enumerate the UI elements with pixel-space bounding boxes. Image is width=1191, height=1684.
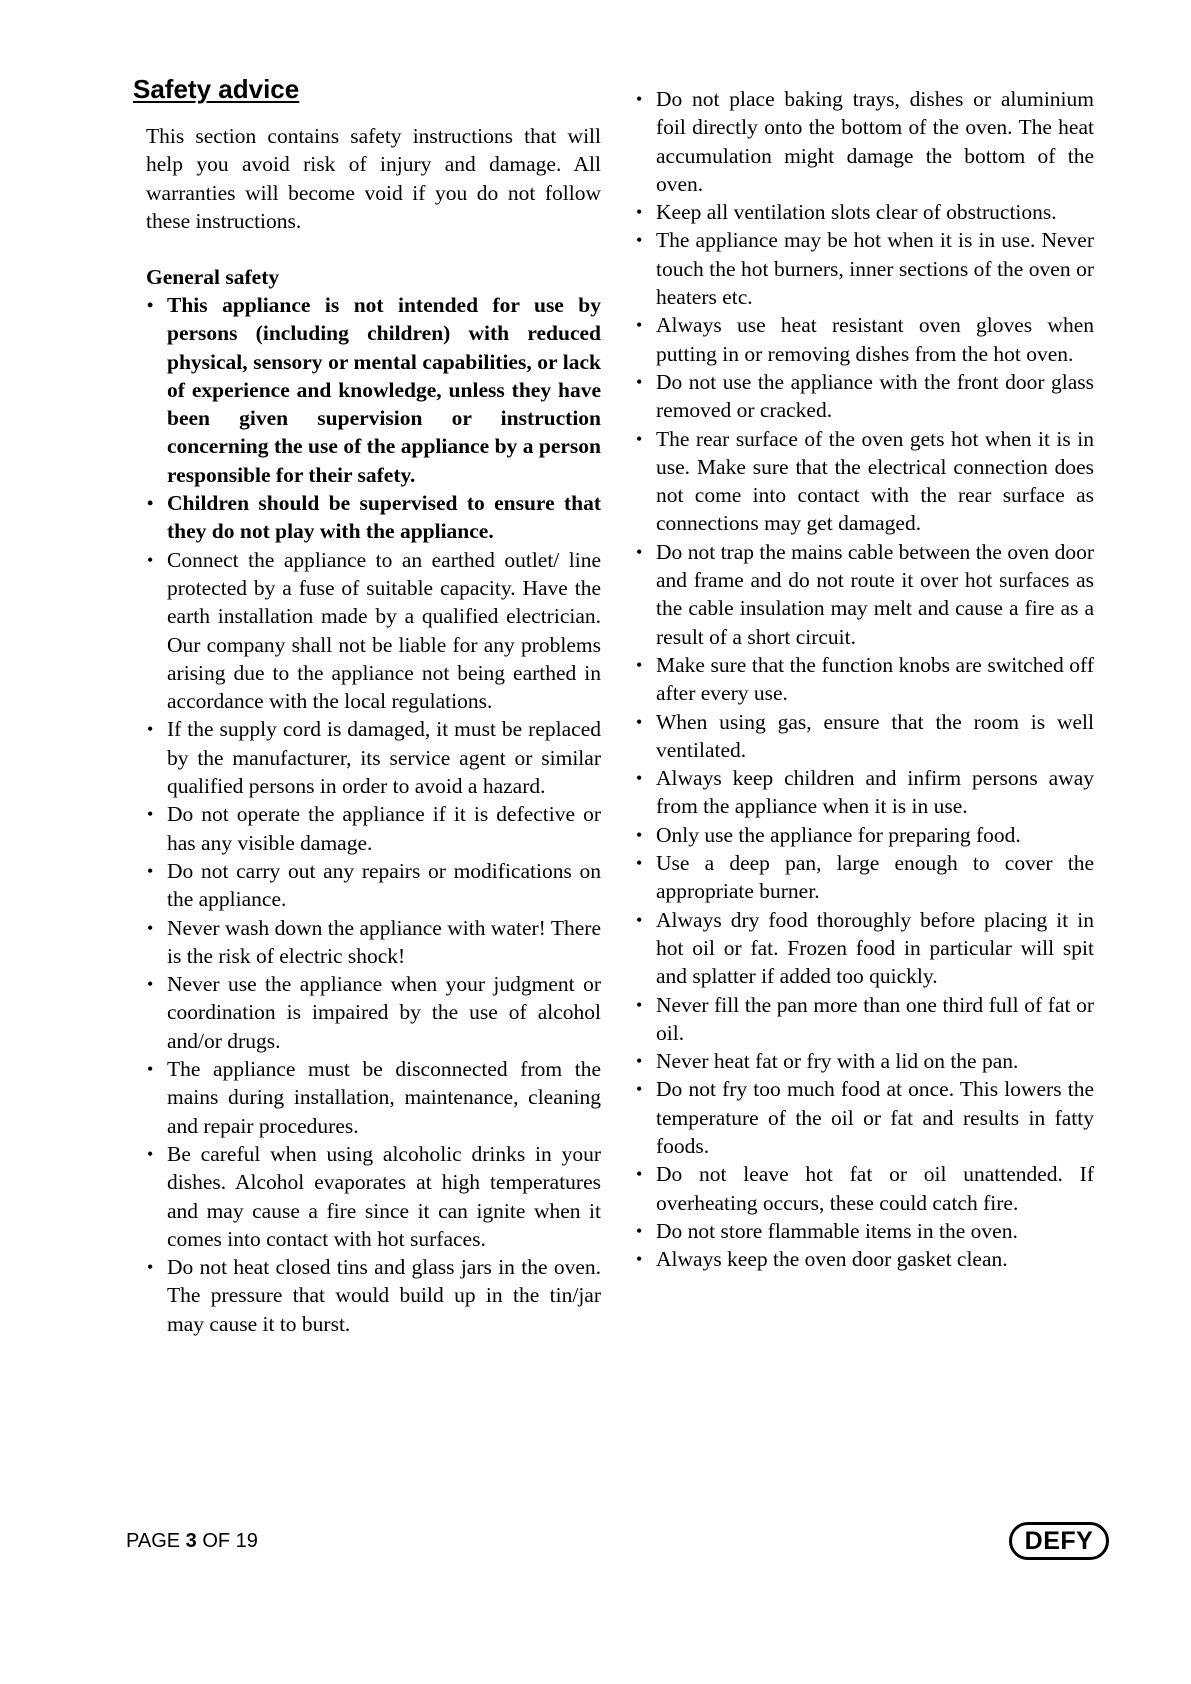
page-suffix: OF 19 [202,1530,258,1552]
page-title: Safety advice [133,74,300,104]
list-item [635,1047,1094,1075]
list-item-text: Never fill the pan more than one third full of fat or oil. [656,992,1094,1045]
list-item [635,821,1094,849]
bullet-icon: • [636,428,643,449]
bullet-icon: • [636,1249,643,1270]
brand-logo [1009,1522,1109,1560]
page-current: 3 [185,1530,197,1552]
list-item [635,425,1094,538]
bullet-icon: • [147,1059,154,1080]
list-item-text: Make sure that the function knobs are switched off after every use. [656,652,1094,706]
list-item [146,489,601,546]
bullet-icon: • [636,1079,643,1100]
list-item-text: The appliance may be hot when it is in use. Never touch the hot burners, inner sections of the oven or heaters etc. [656,228,1094,310]
bullet-icon: • [636,541,643,562]
list-item [146,546,601,716]
section-subheading: General safety [146,265,280,289]
list-item [635,1075,1094,1160]
bullet-icon: • [147,804,154,825]
bullet-icon: • [147,719,154,740]
list-item-text: Do not leave hot fat or oil unattended. If overheating occurs, these could catch fire. [656,1162,1094,1215]
bullet-icon: • [147,493,154,514]
list-item-text: Always dry food thoroughly before placing it in hot oil or fat. Frozen food in particular will spit and splatter if added too quickly. [656,907,1094,989]
list-item [635,538,1094,651]
bullet-icon: • [147,974,154,995]
list-item [146,1253,601,1338]
bullet-icon: • [636,230,643,251]
list-item-text: Do not trap the mains cable between the oven door and frame and do not route it over hot surfaces as the cable insulation may melt and cause a fire as a result of a short circuit. [656,539,1094,649]
bullet-icon: • [147,1257,154,1278]
list-item-text: When using gas, ensure that the room is well ventilated. [656,709,1094,762]
bullet-icon: • [636,654,643,675]
list-item [635,906,1094,991]
bullet-icon: • [147,295,154,315]
list-item [146,800,601,857]
list-item-text: Always keep children and infirm persons away from the appliance when it is in use. [656,766,1094,819]
bullet-icon: • [636,89,643,109]
list-item [635,368,1094,425]
list-item-text: Only use the appliance for preparing food. [656,822,1021,847]
list-item-text: This appliance is not intended for use by persons (including children) with reduced physical, sensory or mental capabilities, or lack of experience and knowledge, unless they have been given supervision or instruction concerning the use of the appliance by a person responsible for their safety. [167,293,601,487]
bullet-icon: • [636,315,643,336]
bullet-icon: • [147,860,154,881]
list-item-text: Never heat fat or fry with a lid on the pan. [656,1049,1019,1074]
list-item-text: If the supply cord is damaged, it must be replaced by the manufacturer, its service agent or similar qualified persons in order to avoid a hazard. [167,717,601,799]
bullet-icon: • [636,824,643,845]
list-item [146,715,601,800]
left-safety-list [146,291,601,1338]
intro-paragraph: This section contains safety instructions that will help you avoid risk of injury and damage. All warranties will become void if you do not follow these instructions. [146,124,601,233]
bullet-icon: • [636,768,643,789]
list-item [635,311,1094,368]
bullet-icon: • [147,1143,154,1164]
list-item-text: Use a deep pan, large enough to cover the appropriate burner. [656,851,1094,904]
list-item-text: Do not use the appliance with the front door glass removed or cracked. [656,369,1094,423]
list-item-text: Do not operate the appliance if it is defective or has any visible damage. [167,802,601,855]
bullet-icon: • [147,917,154,938]
right-safety-list [635,85,1094,1273]
list-item [635,1160,1094,1217]
list-item-text: Do not place baking trays, dishes or aluminium foil directly onto the bottom of the oven. The heat accumulation might damage the bottom of the oven. [656,87,1094,196]
list-item [635,764,1094,821]
logo-text: DEFY [1024,1526,1094,1555]
list-item-text: Do not heat closed tins and glass jars in the oven. The pressure that would build up in the tin/jar may cause it to burst. [167,1255,601,1336]
bullet-icon: • [636,202,643,223]
bullet-icon: • [636,994,643,1015]
list-item [635,708,1094,765]
list-item-text: Be careful when using alcoholic drinks in your dishes. Alcohol evaporates at high temperatures and may cause a fire since it can ignite when it comes into contact with hot surfaces. [167,1141,601,1251]
bullet-icon: • [636,711,643,732]
page-prefix: PAGE [126,1530,181,1552]
list-item [146,291,601,489]
list-item [146,914,601,971]
list-item-text: Never use the appliance when your judgment or coordination is impaired by the use of alcohol and/or drugs. [167,972,601,1053]
list-item-text: Do not carry out any repairs or modifications on the appliance. [167,858,601,912]
list-item [635,226,1094,311]
list-item [635,991,1094,1048]
list-item [146,1055,601,1140]
bullet-icon: • [636,853,643,874]
list-item-text: Keep all ventilation slots clear of obstructions. [656,200,1057,225]
list-item-text: Do not store flammable items in the oven. [656,1218,1018,1243]
list-item-text: The rear surface of the oven gets hot when it is in use. Make sure that the electrical connection does not come into contact with the rear surface as connections may get damaged. [656,426,1094,536]
list-item-text: Children should be supervised to ensure that they do not play with the appliance. [167,491,601,544]
list-item-text: Always keep the oven door gasket clean. [656,1247,1008,1272]
list-item [635,849,1094,906]
list-item-text: Always use heat resistant oven gloves when putting in or removing dishes from the hot oven. [656,313,1094,366]
list-item-text: Connect the appliance to an earthed outlet/ line protected by a fuse of suitable capacity. Have the earth installation made by a qualified electrician. Our company shall not be liable for any problems arising due to the appliance not being earthed in accordance with the local regulations. [167,547,601,714]
bullet-icon: • [636,1164,643,1185]
list-item [146,857,601,914]
bullet-icon: • [636,909,643,930]
page-number [126,1530,258,1553]
bullet-icon: • [636,371,643,392]
bullet-icon: • [636,1051,643,1072]
list-item [635,1217,1094,1245]
bullet-icon: • [147,549,154,570]
list-item-text: Do not fry too much food at once. This lowers the temperature of the oil or fat and results in fatty foods. [656,1077,1094,1158]
list-item-text: Never wash down the appliance with water! There is the risk of electric shock! [167,915,601,968]
list-item [146,1140,601,1253]
list-item-text: The appliance must be disconnected from the mains during installation, maintenance, cleaning and repair procedures. [167,1057,601,1138]
list-item [635,85,1094,198]
list-item [146,970,601,1055]
list-item [635,651,1094,708]
list-item [635,1245,1094,1273]
bullet-icon: • [636,1220,643,1241]
list-item [635,198,1094,226]
